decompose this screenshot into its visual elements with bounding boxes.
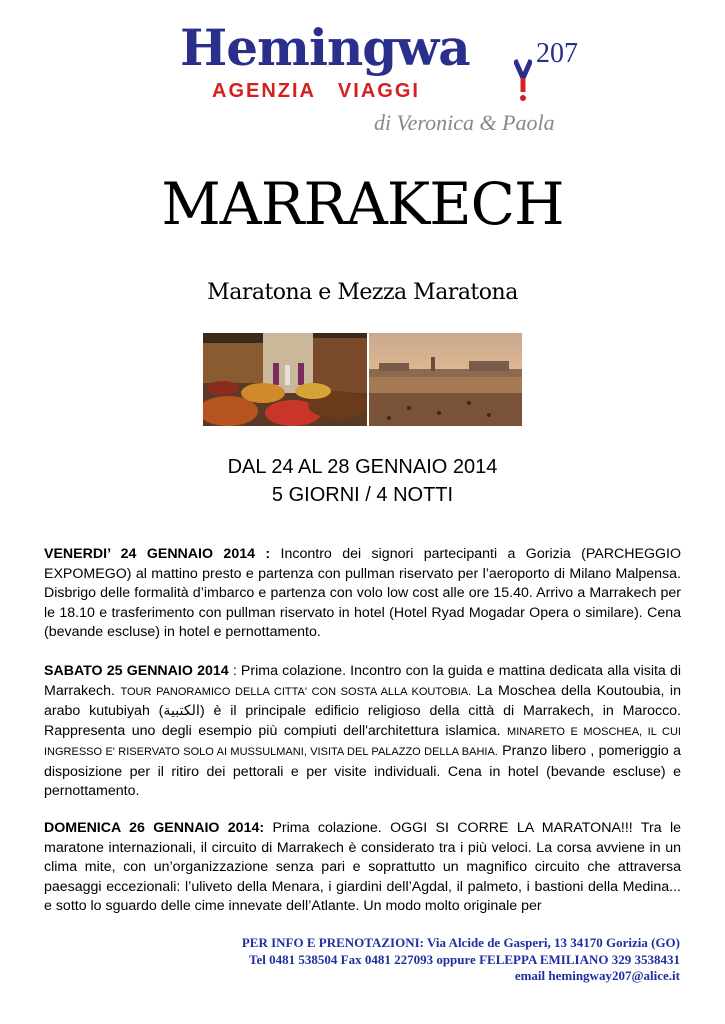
- contact-footer: [160, 935, 680, 985]
- duration-line: 5 GIORNI / 4 NOTTI: [271, 484, 454, 506]
- day-1-text: Incontro dei signori partecipanti a Gorizia (PARCHEGGIO EXPOMEGO) al mattino presto e partenza con pullman riservato per l’aeroporto di Milano Malpensa. Disbrigo delle formalità d’imbarco e partenza con volo low cost alle ore 15.40. Arrivo a Marrakech per le 18.10 e trasferimento con pullman riservato in hotel (Hotel Ryad Mogadar Opera o similare). Cena (bevande escluse) in hotel e pernottamento.: [44, 546, 681, 640]
- day-2-text-2: La Moschea della Koutoubia, in arabo kutubiyah (الكتبية) è il principale edificio religioso della città di Marrakech, in Marocco. Rappresenta uno degli esempio più compiuti dell'architettura islamica.: [44, 682, 681, 739]
- day-2-text-3: Pranzo libero , pomeriggio a disposizione per il ritiro dei pettorali e per visite individuali. Cena in hotel (bevande escluse) e pernottamento.: [44, 743, 681, 799]
- page-subtitle: Maratona e Mezza Maratona: [207, 280, 518, 305]
- day-3-heading: DOMENICA 26 GENNAIO 2014:: [44, 820, 265, 836]
- footer-email[interactable]: email hemingway207@alice.it: [514, 968, 680, 983]
- day-2-text-1: : Prima colazione. Incontro con la guida e mattina dedicata alla visita di Marrakech.: [44, 663, 682, 699]
- jemaa-el-fna-square-photo: [369, 333, 522, 426]
- agency-logo: [180, 18, 600, 140]
- day-2-paragraph: [44, 662, 681, 802]
- day-3-paragraph: [44, 819, 681, 917]
- souk-spices-photo: [203, 333, 367, 426]
- day-2-heading: SABATO 25 GENNAIO 2014: [44, 663, 229, 679]
- day-2-caps-2: MINARETO E MOSCHEA, IL CUI INGRESSO E' RISERVATO SOLO AI MUSSULMANI, VISITA DEL PALAZZO DELLA BAHIA.: [44, 725, 681, 758]
- dates-line: DAL 24 AL 28 GENNAIO 2014: [227, 456, 498, 478]
- logo-owners: di Veronica & Paola: [374, 110, 555, 135]
- footer-phones: Tel 0481 538504 Fax 0481 227093 oppure FELEPPA EMILIANO 329 3538431: [249, 951, 680, 967]
- day-3-text: Prima colazione. OGGI SI CORRE LA MARATONA!!! Tra le maratone internazionali, il circuito di Marrakech è considerato tra i più veloci. La corsa avviene in un clima mite, con un’organizzazione senza pari e soprattutto un magnifico circuito che attraversa paesaggi eccezionali: l’uliveto della Menara, i giardini dell’Agdal, il palmeto, i bastioni della Medina... e sotto lo sguardo delle cime innevate dell’Atlante. Un modo molto originale per: [44, 820, 681, 914]
- page-title: MARRAKECH: [161, 170, 564, 238]
- logo-brand-name: Hemingwa: [180, 18, 470, 77]
- footer-address: PER INFO E PRENOTAZIONI: Via Alcide de Gasperi, 13 34170 Gorizia (GO): [241, 935, 680, 950]
- day-2-caps-1: TOUR PANORAMICO DELLA CITTA' CON SOSTA ALLA KOUTOBIA.: [120, 685, 472, 698]
- logo-y-mark-icon: [514, 58, 532, 102]
- logo-number: 207: [536, 38, 578, 69]
- logo-agency-text: AGENZIA VIAGGI: [212, 80, 420, 102]
- day-1-heading: VENERDI’ 24 GENNAIO 2014 :: [44, 546, 271, 562]
- day-1-paragraph: [44, 545, 681, 643]
